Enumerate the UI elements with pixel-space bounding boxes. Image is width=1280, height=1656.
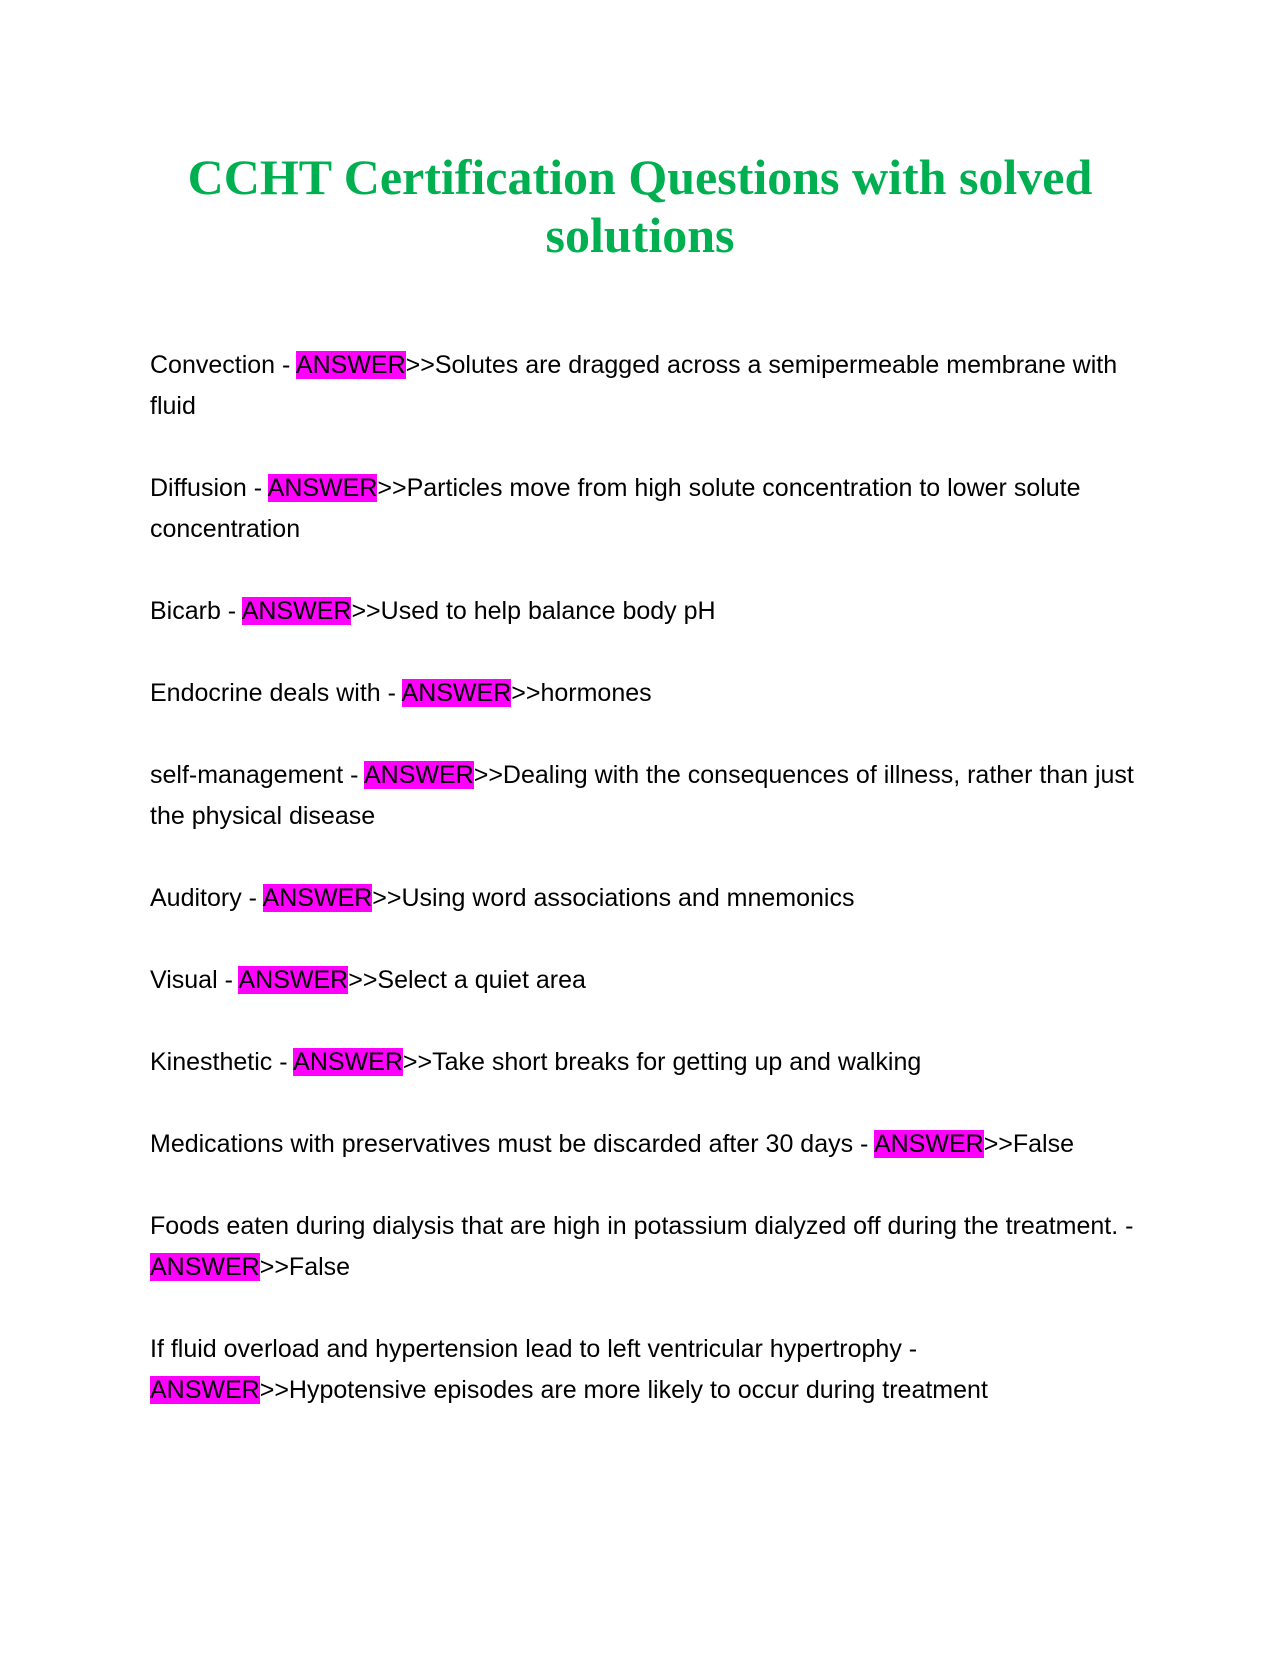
qa-answer: >>False [259,1253,351,1281]
qa-answer: >>Dealing with the consequences of illness, rather than just the physical disease [150,761,1134,830]
qa-question: If fluid overload and hypertension lead to left ventricular hypertrophy - [150,1335,918,1363]
qa-item [150,1206,1160,1288]
qa-question: Diffusion - [150,474,268,502]
answer-tag: ANSWER [873,1130,984,1158]
answer-tag: ANSWER [262,884,373,912]
answer-tag: ANSWER [267,474,378,502]
answer-tag: ANSWER [241,597,352,625]
answer-tag: ANSWER [293,1048,403,1076]
qa-question: Auditory - [150,884,263,912]
qa-item [150,1329,1160,1411]
qa-question: self-management - [150,761,364,789]
answer-tag: ANSWER [364,761,474,789]
answer-tag: ANSWER [401,679,512,707]
qa-item [150,1042,1160,1083]
qa-answer: >>Take short breaks for getting up and walking [402,1048,922,1076]
document-title-line-1: CCHT Certification Questions with solved [187,149,1093,205]
answer-tag: ANSWER [238,966,349,994]
qa-answer: >>False [983,1130,1075,1158]
qa-item [150,878,1160,919]
qa-item [150,673,1160,714]
qa-answer: >>Used to help balance body pH [351,597,716,625]
qa-question: Bicarb - [150,597,242,625]
qa-question: Kinesthetic - [150,1048,294,1076]
qa-item [150,345,1160,427]
qa-question: Visual - [150,966,239,994]
qa-question: Endocrine deals with - [150,679,402,707]
qa-answer: >>Select a quiet area [348,966,586,994]
qa-question: Medications with preservatives must be discarded after 30 days - [150,1130,874,1158]
qa-question: Convection - [150,351,296,379]
qa-question: Foods eaten during dialysis that are high in potassium dialyzed off during the treatment. - [150,1212,1134,1240]
answer-tag: ANSWER [150,1253,260,1281]
qa-answer: >>Solutes are dragged across a semipermeable membrane with fluid [150,351,1118,420]
answer-tag: ANSWER [150,1376,260,1404]
qa-answer: >>Using word associations and mnemonics [372,884,855,912]
qa-item [150,960,1160,1001]
qa-answer: >>Hypotensive episodes are more likely to occur during treatment [259,1376,988,1404]
qa-answer: >>hormones [511,679,652,707]
qa-item [150,591,1160,632]
qa-answer: >>Particles move from high solute concentration to lower solute concentration [150,474,1081,543]
qa-item [150,755,1160,837]
qa-item [150,1124,1160,1165]
qa-item [150,468,1160,550]
document-title-line-2: solutions [545,207,735,263]
document-title [140,148,1140,264]
answer-tag: ANSWER [295,351,406,379]
qa-list [150,345,1160,1452]
